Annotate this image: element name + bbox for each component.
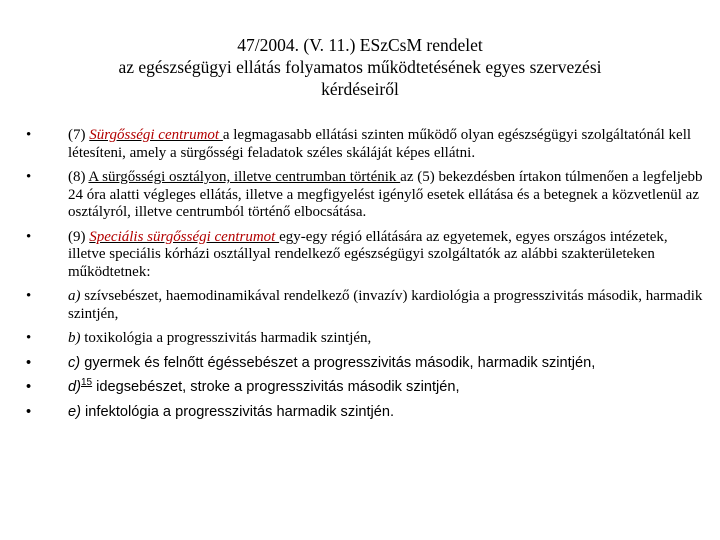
- title-line-1: 47/2004. (V. 11.) ESzCsM rendelet: [237, 35, 483, 55]
- item-highlight: A sürgősségi osztályon, illetve centrumban történik: [88, 169, 401, 185]
- item-text: egy-egy régió ellátására az egyetemek, egyes országos intézetek, illetve speciális kórházi osztállyal rendelkező egészségügyi szolgáltatók az alábbi szakterületeken működtetnek:: [68, 228, 668, 280]
- item-text: a legmagasabb ellátási szinten működő olyan egészségügyi szolgáltatónál kell létesíteni, amely a sürgősségi feladatok széles skáláját képes ellátni.: [68, 127, 692, 161]
- bullet-icon: •: [26, 228, 32, 245]
- list-item-9: [26, 229, 706, 282]
- item-prefix: (7): [68, 127, 90, 143]
- list-item-d: [26, 379, 706, 397]
- provision-list: [26, 127, 706, 428]
- item-highlight: Sürgősségi centrumot: [89, 127, 223, 143]
- list-item-b: [26, 330, 706, 348]
- bullet-icon: •: [26, 354, 32, 371]
- item-prefix: (9): [68, 228, 90, 245]
- title-line-2: az egészségügyi ellátás folyamatos működtetésének egyes szervezési: [118, 57, 602, 77]
- item-text: szívsebészet, haemodinamikával rendelkező (invazív) kardiológia a progresszivitás második, harmadik szintjén,: [68, 288, 703, 322]
- bullet-icon: •: [26, 169, 32, 185]
- item-text: az (5) bekezdésben írtakon túlmenően a legfeljebb 24 óra alatti végleges ellátás, illetve a megfigyelést igénylő esetek ellátása és a betegnek a közvetlenül az osztályról, illetve centrumból történő elbocsátása.: [68, 169, 703, 220]
- item-prefix: (8): [68, 169, 89, 185]
- document-title: [40, 34, 680, 100]
- item-text: gyermek és felnőtt égéssebészet a progresszivitás második, harmadik szintjén,: [80, 354, 596, 371]
- list-item-e: [26, 404, 706, 422]
- item-letter: d): [68, 379, 81, 395]
- item-text: toxikológia a progresszivitás harmadik szintjén,: [80, 330, 372, 346]
- bullet-icon: •: [26, 288, 32, 304]
- bullet-icon: •: [26, 127, 32, 143]
- item-text: idegsebészet, stroke a progresszivitás második szintjén,: [92, 379, 460, 395]
- item-letter: b): [68, 330, 81, 346]
- title-line-3: kérdéseiről: [321, 79, 399, 99]
- item-letter: a): [68, 288, 81, 304]
- footnote-link[interactable]: 15: [80, 377, 93, 389]
- bullet-icon: •: [26, 330, 32, 346]
- bullet-icon: •: [26, 379, 32, 395]
- list-item-a: [26, 288, 706, 323]
- list-item-8: [26, 169, 706, 222]
- item-text: infektológia a progresszivitás harmadik szintjén.: [80, 403, 395, 420]
- list-item-c: [26, 355, 706, 373]
- bullet-icon: •: [26, 403, 32, 420]
- item-highlight: Speciális sürgősségi centrumot: [89, 228, 280, 245]
- list-item-7: [26, 127, 706, 162]
- item-letter: c): [68, 354, 81, 371]
- item-letter: e): [68, 403, 81, 420]
